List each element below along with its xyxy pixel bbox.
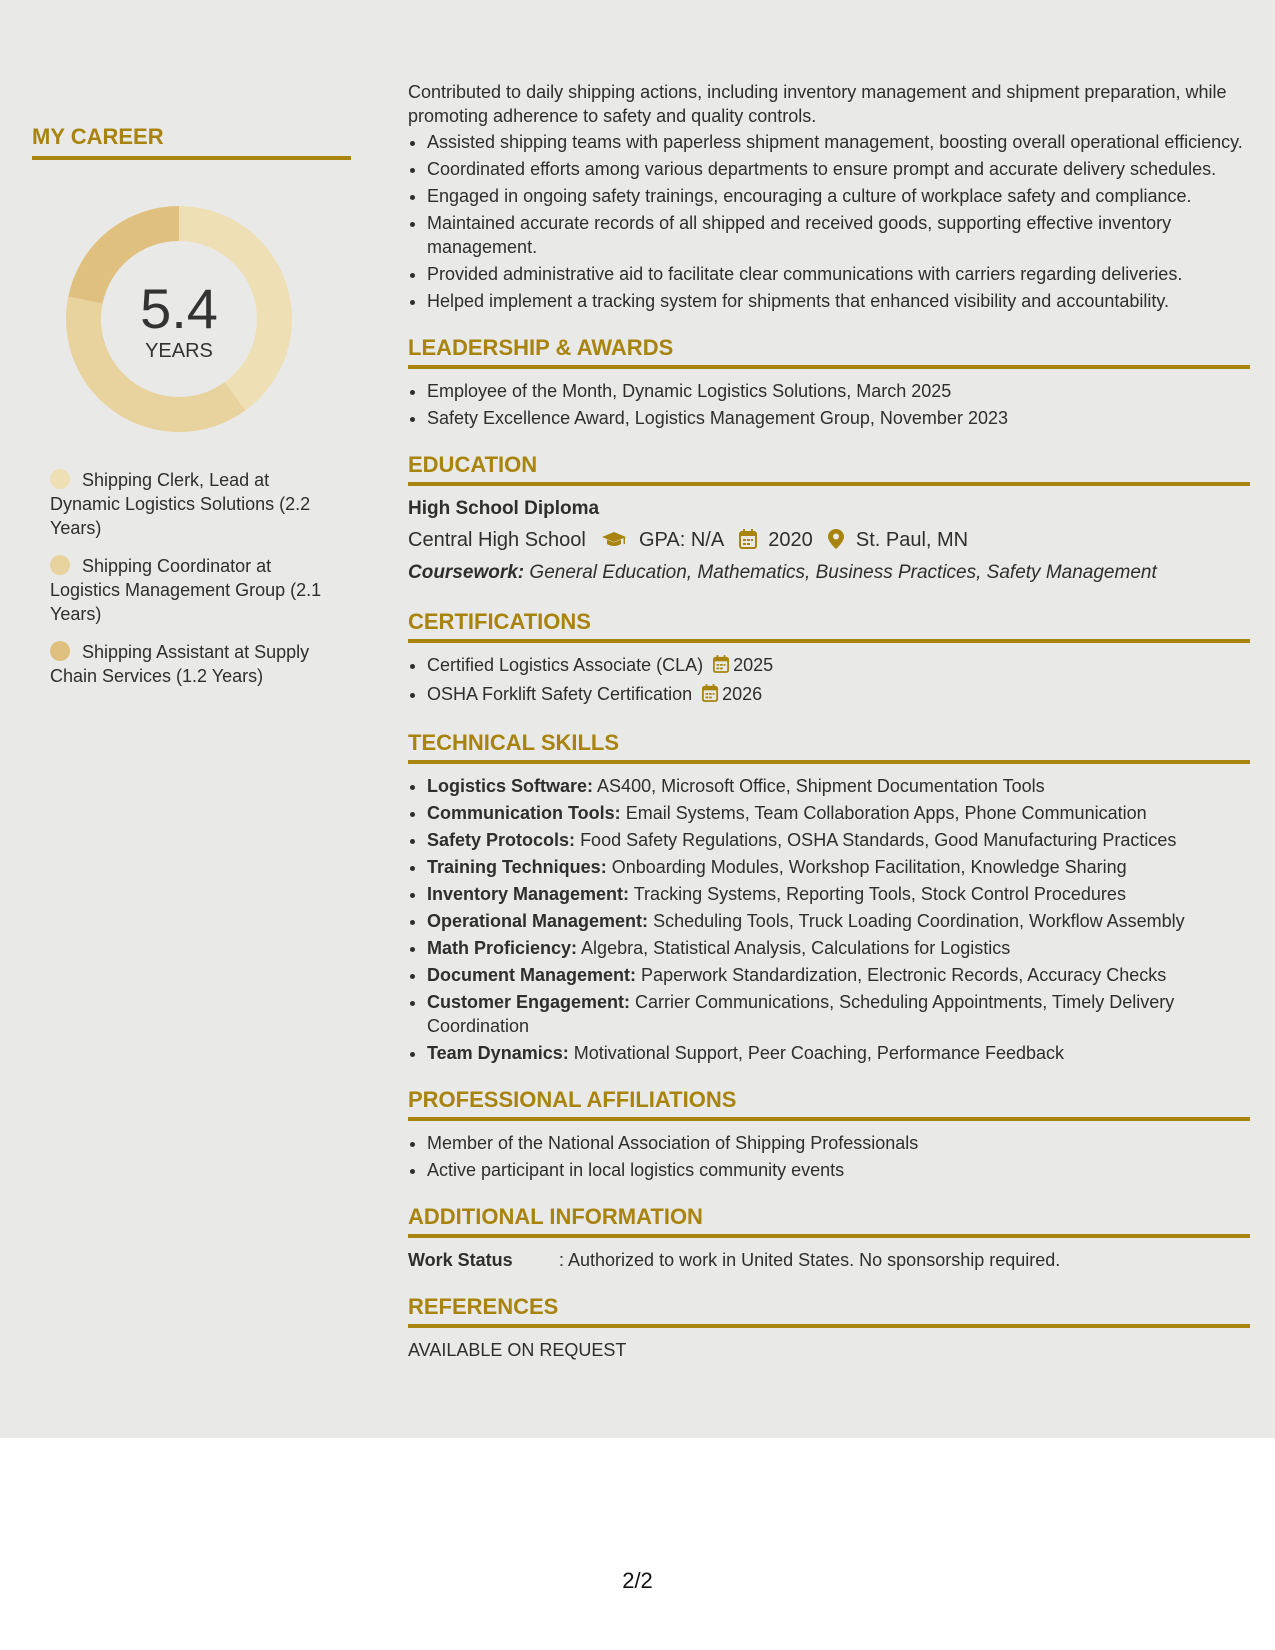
career-legend-item bbox=[50, 468, 335, 540]
skill-value: Tracking Systems, Reporting Tools, Stock Control Procedures bbox=[633, 884, 1126, 904]
experience-bullet: • Coordinated efforts among various departments to ensure prompt and accurate delivery schedules. bbox=[427, 157, 1250, 181]
skills-list bbox=[408, 774, 1250, 1065]
references-text: AVAILABLE ON REQUEST bbox=[408, 1340, 627, 1360]
education-location: St. Paul, MN bbox=[855, 529, 969, 551]
calendar-icon bbox=[713, 655, 729, 679]
skill-label: Operational Management: bbox=[427, 911, 649, 931]
education-school: Central High School bbox=[408, 529, 586, 551]
leadership-item: • Employee of the Month, Dynamic Logistics Solutions, March 2025 bbox=[427, 379, 1250, 403]
skill-item bbox=[427, 774, 1250, 798]
additional-title: ADDITIONAL INFORMATION bbox=[408, 1204, 1250, 1238]
skill-label: Logistics Software: bbox=[427, 776, 594, 796]
skill-item bbox=[427, 990, 1250, 1038]
education-coursework bbox=[408, 559, 1250, 587]
work-status-row bbox=[408, 1248, 1250, 1272]
skill-label: Training Techniques: bbox=[427, 857, 607, 877]
skill-label: Safety Protocols: bbox=[427, 830, 576, 850]
skill-label: Document Management: bbox=[427, 965, 637, 985]
affiliation-item: • Active participant in local logistics community events bbox=[427, 1158, 1250, 1182]
education-degree: High School Diploma bbox=[408, 498, 600, 519]
skill-item bbox=[427, 801, 1250, 825]
certification-name: Certified Logistics Associate (CLA) bbox=[427, 655, 704, 675]
total-years-unit: YEARS bbox=[145, 340, 213, 362]
skill-label: Customer Engagement: bbox=[427, 992, 631, 1012]
skill-value: Paperwork Standardization, Electronic Records, Accuracy Checks bbox=[641, 965, 1167, 985]
career-donut-chart bbox=[66, 206, 292, 432]
page-number: 2/2 bbox=[622, 1568, 653, 1593]
skills-title: TECHNICAL SKILLS bbox=[408, 730, 1250, 764]
skill-value: Carrier Communications, Scheduling Appointments, Timely Delivery Coordination bbox=[427, 992, 1175, 1036]
references-title: REFERENCES bbox=[408, 1294, 1250, 1328]
skill-item bbox=[427, 963, 1250, 987]
career-legend bbox=[50, 468, 335, 688]
affiliations-list bbox=[408, 1131, 1250, 1182]
experience-bullet: • Engaged in ongoing safety trainings, encouraging a culture of workplace safety and compliance. bbox=[427, 184, 1250, 208]
skill-value: Onboarding Modules, Workshop Facilitation, Knowledge Sharing bbox=[611, 857, 1127, 877]
skill-value: Scheduling Tools, Truck Loading Coordination, Workflow Assembly bbox=[653, 911, 1185, 931]
skill-label: Team Dynamics: bbox=[427, 1043, 569, 1063]
certification-year: 2026 bbox=[722, 684, 763, 704]
career-role-label: Shipping Coordinator at Logistics Management Group (2.1 Years) bbox=[50, 556, 322, 624]
career-title: MY CAREER bbox=[32, 124, 351, 160]
graduation-cap-icon bbox=[601, 529, 627, 557]
skill-label: Inventory Management: bbox=[427, 884, 630, 904]
skill-item bbox=[427, 909, 1250, 933]
certification-item bbox=[427, 682, 1250, 708]
coursework-value: General Education, Mathematics, Business Practices, Safety Management bbox=[529, 562, 1157, 583]
certification-name: OSHA Forklift Safety Certification bbox=[427, 684, 693, 704]
leadership-title: LEADERSHIP & AWARDS bbox=[408, 335, 1250, 369]
skill-item bbox=[427, 1041, 1250, 1065]
coursework-label: Coursework: bbox=[408, 562, 525, 583]
experience-bullet: • Assisted shipping teams with paperless shipment management, boosting overall operational efficiency. bbox=[427, 130, 1250, 154]
sidebar bbox=[32, 124, 351, 702]
skill-value: Motivational Support, Peer Coaching, Performance Feedback bbox=[573, 1043, 1065, 1063]
education-details bbox=[408, 526, 1250, 557]
certifications-list bbox=[408, 653, 1250, 708]
education-gpa: GPA: N/A bbox=[639, 529, 724, 551]
experience-intro: Contributed to daily shipping actions, including inventory management and shipment preparation, while promoting adherence to safety and quality controls. bbox=[408, 82, 1227, 126]
affiliations-title: PROFESSIONAL AFFILIATIONS bbox=[408, 1087, 1250, 1121]
skill-item bbox=[427, 936, 1250, 960]
career-legend-item bbox=[50, 640, 335, 688]
experience-bullet: • Provided administrative aid to facilitate clear communications with carriers regarding deliveries. bbox=[427, 262, 1250, 286]
experience-bullets bbox=[408, 130, 1250, 313]
legend-dot bbox=[50, 641, 70, 661]
leadership-list bbox=[408, 379, 1250, 430]
career-role-label: Shipping Clerk, Lead at Dynamic Logistics Solutions (2.2 Years) bbox=[50, 470, 311, 538]
location-pin-icon bbox=[828, 529, 844, 557]
work-status-label: Work Status bbox=[408, 1250, 513, 1270]
main-content bbox=[408, 80, 1250, 1362]
experience-bullet: • Maintained accurate records of all shipped and received goods, supporting effective inventory management. bbox=[427, 211, 1250, 259]
skill-label: Communication Tools: bbox=[427, 803, 621, 823]
skill-item bbox=[427, 882, 1250, 906]
skill-item bbox=[427, 855, 1250, 879]
certifications-title: CERTIFICATIONS bbox=[408, 609, 1250, 643]
skill-label: Math Proficiency: bbox=[427, 938, 578, 958]
experience-bullet: • Helped implement a tracking system for shipments that enhanced visibility and accountability. bbox=[427, 289, 1250, 313]
calendar-icon bbox=[739, 529, 757, 557]
education-year: 2020 bbox=[768, 529, 813, 551]
skill-value: AS400, Microsoft Office, Shipment Documentation Tools bbox=[597, 776, 1045, 796]
skill-value: Email Systems, Team Collaboration Apps, Phone Communication bbox=[625, 803, 1147, 823]
career-role-label: Shipping Assistant at Supply Chain Services (1.2 Years) bbox=[50, 642, 310, 686]
affiliation-item: • Member of the National Association of Shipping Professionals bbox=[427, 1131, 1250, 1155]
certification-year: 2025 bbox=[733, 655, 774, 675]
skill-value: Food Safety Regulations, OSHA Standards, Good Manufacturing Practices bbox=[580, 830, 1177, 850]
legend-dot bbox=[50, 469, 70, 489]
calendar-icon bbox=[702, 684, 718, 708]
leadership-item: • Safety Excellence Award, Logistics Management Group, November 2023 bbox=[427, 406, 1250, 430]
total-years-value: 5.4 bbox=[140, 277, 218, 340]
career-legend-item bbox=[50, 554, 335, 626]
work-status-value: : Authorized to work in United States. No sponsorship required. bbox=[559, 1250, 1061, 1270]
legend-dot bbox=[50, 555, 70, 575]
education-title: EDUCATION bbox=[408, 452, 1250, 486]
certification-item bbox=[427, 653, 1250, 679]
donut-center bbox=[66, 206, 292, 363]
skill-item bbox=[427, 828, 1250, 852]
skill-value: Algebra, Statistical Analysis, Calculations for Logistics bbox=[581, 938, 1011, 958]
